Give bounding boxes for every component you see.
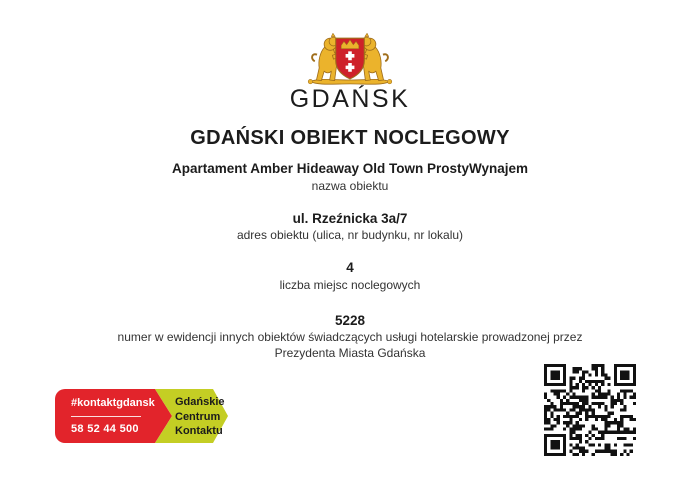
- contact-hashtag: #kontaktgdansk: [71, 397, 155, 409]
- banner-divider: [71, 416, 141, 417]
- city-name: GDAŃSK: [289, 85, 411, 113]
- gdansk-coat-of-arms: [289, 28, 411, 113]
- beds-count-value: 4: [346, 260, 354, 275]
- banner-red-text: [71, 397, 155, 435]
- registry-number-value: 5228: [334, 313, 366, 328]
- contact-center-line-1: Gdańskie: [175, 396, 225, 408]
- address-label: adres obiektu (ulica, nr budynku, nr lokalu): [236, 228, 464, 242]
- qr-code: [544, 364, 636, 456]
- facility-name-label: nazwa obiektu: [311, 179, 389, 193]
- registry-number-label: numer w ewidencji innych obiektów świadczących usługi hotelarskie prowadzonej przez Prezydenta Miasta Gdańska: [117, 330, 583, 360]
- gdansk-crest-icon: [295, 28, 405, 88]
- contact-phone: 58 52 44 500: [71, 423, 139, 435]
- contact-banner: [55, 389, 228, 443]
- address-value: ul. Rzeźnicka 3a/7: [292, 211, 408, 226]
- facility-name-value: Apartament Amber Hideaway Old Town ProstyWynajem: [171, 161, 529, 176]
- contact-center-name: [175, 395, 225, 439]
- document-title: GDAŃSKI OBIEKT NOCLEGOWY: [190, 127, 510, 149]
- scroll-curl-right: [387, 79, 391, 83]
- contact-center-line-2: Centrum: [175, 410, 221, 423]
- beds-count-label: liczba miejsc noclegowych: [279, 278, 421, 292]
- contact-center-line-3: Kontaktu: [175, 425, 223, 437]
- scroll-curl-left: [308, 79, 312, 83]
- crest-base-scroll: [310, 79, 389, 84]
- qr-code-icon: [544, 364, 636, 456]
